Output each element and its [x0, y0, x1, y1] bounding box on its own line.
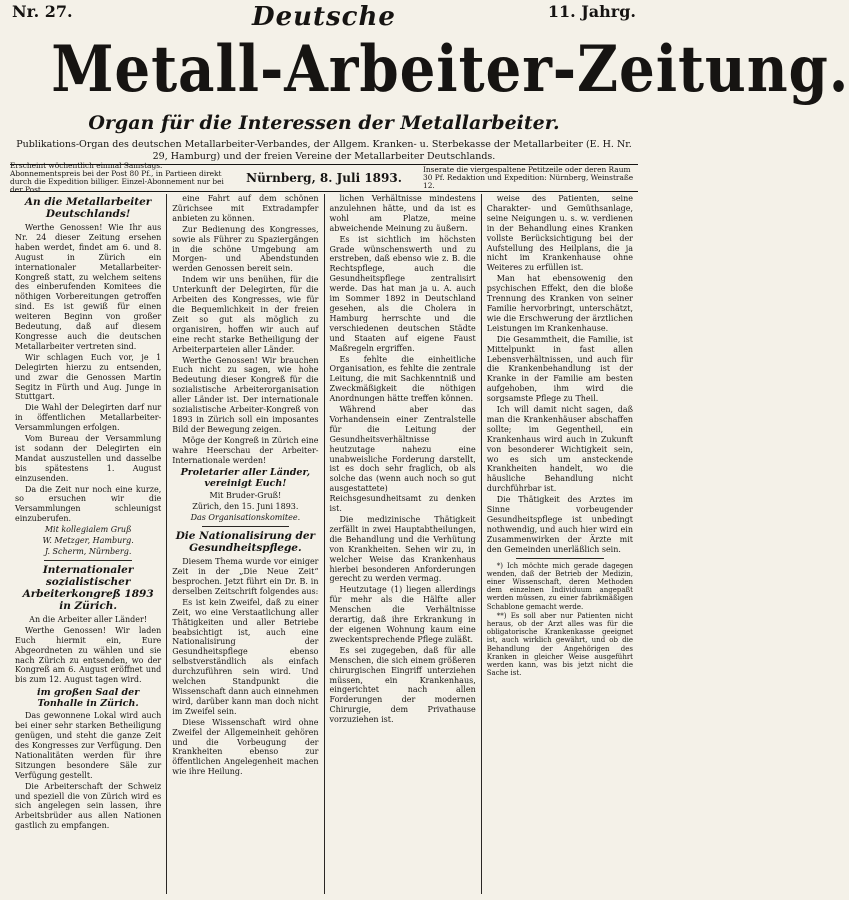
paragraph: Werthe Genossen! Wir laden Euch hiermit ein, Eure Abgeordneten zu wählen und sie nach Zürich zu entsenden, wo der Kongreß am 6. August eröffnet und bis zum 12. August tagen wird.: [15, 625, 162, 685]
paragraph: Während aber das Vorhandensein einer Zentralstelle für die Leitung der Gesundheitsverhältnisse heutzutage nahezu eine unabweisliche Forderung darstellt, ist es doch sehr fraglich, ob als solche das (wenn auch noch so gut ausgestattete) Reichsgesundheitsamt zu denken ist.: [329, 405, 476, 514]
column-1: [10, 194, 167, 894]
slogan-heading: Proletarier aller Länder, vereinigt Euch!: [180, 467, 311, 490]
column-3: [325, 194, 482, 894]
paragraph: Es ist kein Zweifel, daß zu einer Zeit, wo eine Verstaatlichung aller Thätigkeiten und aller Betriebe beabsichtigt ist, auch eine Nationalisirung der Gesundheitspflege ebenso selbstverständlich als einfach durchzuführen sein wird. Und welchen Standpunkt die Wissenschaft dann auch einnehmen wird, darüber kann man doch nicht im Zweifel sein.: [172, 597, 319, 716]
article-columns: [10, 194, 638, 894]
masthead-title: Metall-Arbeiter-Zeitung.: [51, 32, 849, 107]
paragraph: Werthe Genossen! Wir brauchen Euch nicht zu sagen, wie hohe Bedeutung dieser Kongreß für die sozialistische Arbeiterorganisation aller Länder ist. Der internationale sozialistische Arbeiter-Kongreß von 1893 in Zürich soll ein imposantes Bild der Bewegung zeigen.: [172, 355, 319, 434]
paragraph: Man hat ebensowenig den psychischen Effekt, den die bloße Trennung des Kranken von seiner Familie hervorbringt, unterschätzt, wie die Erschwerung der ärztlichen Leistungen im Krankenhause.: [486, 274, 633, 333]
article-heading: Internationaler sozialistischer Arbeiterkongreß 1893 in Zürich.: [22, 563, 154, 612]
paragraph: Indem wir uns benühen, für die Unterkunft der Delegirten, für die Arbeiten des Kongresses, wie für die Bequemlichkeit in der freien Zeit so gut als möglich zu organisiren, hoffen wir auch auf eine recht starke Betheiligung der Arbeiterparteien aller Länder.: [172, 275, 319, 354]
paragraph: Die Arbeiterschaft der Schweiz und speziell die von Zürich wird es sich angelegen sein lassen, ihre Arbeitsbrüder aus allen Nationen gastlich zu empfangen.: [15, 781, 162, 831]
paragraph: Werthe Genossen! Wie Ihr aus Nr. 24 dieser Zeitung ersehen haben werdet, findet am 6. und 8. August in Zürich ein internationaler Metallarbeiter-Kongreß statt, zu welchem seitens des einberufenden Komitees die nöthigen Vorbereitungen getroffen sind. Es ist gewiß für einen weiteren Beginn von großer Bedeutung, daß auf diesem Kongresse auch die deutschen Metallarbeiter vertreten sind.: [15, 223, 162, 351]
paragraph: Die Gesammtheit, die Familie, ist Mittelpunkt in fast allen Lebensverhältnissen, und auch für die Krankenbehandlung ist der Kranke in der Familie am besten aufgehoben, ihm wird die sorgsamste Pflege zu Theil.: [486, 334, 633, 404]
paragraph: weise des Patienten, seine Charakter- und Gemüthsanlage, seine Neigungen u. s. w. verdienen in der Behandlung eines Kranken vollste Berücksichtigung bei der Aufstellung des Heilplans, die ja nicht im Krankenhause ohne Weiteres zu erfüllen ist.: [486, 194, 633, 273]
separator: [202, 526, 290, 527]
article-heading: An die Metallarbeiter Deutschlands!: [24, 196, 152, 220]
signature-name: J. Scherm, Nürnberg.: [44, 547, 132, 556]
paragraph: Vom Bureau der Versammlung ist sodann der Delegirten ein Mandat auszustellen und dasselbe bis spätestens 1. August einzusenden.: [15, 434, 162, 483]
committee-signature: Das Organisationskomitee.: [190, 513, 301, 523]
paragraph: Das gewonnene Lokal wird auch bei einer sehr starken Betheiligung genügen, und steht die ganze Zeit des Kongresses zur Verfügung. Den Nationalitäten werden für ihre Sitzungen besondere Säle zur Verfügung gestellt.: [15, 711, 162, 780]
paragraph: Diese Wissenschaft wird ohne Zweifel der Allgemeinheit gehören und die Vorbeugung der Krankheiten ebenso zur öffentlichen Angelegenheit machen wie ihre Heilung.: [172, 717, 319, 777]
volume-year: 11. Jahrg.: [547, 2, 636, 21]
paragraph: Die Thätigkeit des Arztes im Sinne vorbeugender Gesundheitspflege ist unbedingt nothwendig, und auch hier wird ein Zusammenwirken der Ärzte mit den Gemeinden unerläßlich sein.: [486, 495, 633, 554]
header-topline: [12, 2, 636, 32]
column-4: [482, 194, 638, 894]
paragraph: Da die Zeit nur noch eine kurze, so ersuchen wir die Versammlungen schleunigst einzuberufen.: [15, 484, 162, 524]
paragraph: Heutzutage (1) liegen allerdings für mehr als die Hälfte aller Menschen die Verhältnisse derartig, daß ihre Erkrankung in der eigenen Wohnung kaum eine zweckentsprechende Pflege zuläßt.: [329, 585, 476, 644]
publication-line: Publikations-Organ des deutschen Metallarbeiter-Verbandes, der Allgem. Kranken- u. Sterbekasse der Metallarbeiter (E. H. Nr. 29, Hamburg) und der freien Vereine der Metallarbeiter Deutschlands.: [16, 139, 632, 162]
greeting-line: Mit Bruder-Gruß!: [209, 491, 282, 501]
paragraph: Es sei zugegeben, daß für alle Menschen, die sich einem größeren chirurgischen Eingriff unterziehen müssen, ein Krankenhaus, eingerichtet nach allen Forderungen der modernen Chirurgie, dem Privathause vorzuziehen ist.: [329, 645, 476, 725]
signature-greeting: Mit kollegialem Gruß: [44, 525, 132, 535]
venue-heading: im großen Saal der Tonhalle in Zürich.: [37, 687, 140, 710]
masthead-subtitle: Organ für die Interessen der Metallarbeiter.: [88, 112, 560, 134]
paragraph: Wir schlagen Euch vor, je 1 Delegirten hierzu zu entsenden, und zwar die Genossen Martin Segitz in Fürth und Aug. Junge in Stuttgart.: [15, 352, 162, 402]
advertising-info: Inserate die viergespaltene Petitzeile oder deren Raum 30 Pf. Redaktion und Expedition: Nürnberg, Weinstraße 12.: [423, 165, 634, 190]
footnote-separator: [516, 558, 604, 559]
paragraph: Möge der Kongreß in Zürich eine wahre Heerschau der Arbeiter-Internationale werden!: [172, 435, 319, 465]
separator: [44, 560, 132, 561]
dateline: Zürich, den 15. Juni 1893.: [192, 502, 299, 512]
subscription-info: Erscheint wöchentlich einmal Samstags. Abonnementspreis bei der Post 80 Pf., in Partieen direkt durch die Expedition billiger. Einzel-Abonnement nur bei der Post.: [10, 161, 224, 194]
pretitle: Deutsche: [252, 2, 396, 32]
article-heading: Die Nationalisirung der Gesundheitspflege.: [175, 530, 316, 555]
footnote: **) Es soll aber nur Patienten nicht heraus, ob der Arzt alles was für die obligatorische Krankenkasse geeignet ist, auch wirklich gewährt, und ob die Behandlung der Angehörigen des Kranken in gleicher Weise ausgeführt werden kann, was bis jetzt nicht die Sache ist.: [486, 611, 633, 678]
footnote: *) Ich möchte mich gerade dagegen wenden, daß der Betrieb der Medizin, einer Wissenschaft, deren Methoden dem einzelnen Individuum angepaßt werden müssen, zu einer fabrikmäßigen Schablone gemacht werde.: [486, 561, 633, 611]
paragraph: Es fehlte die einheitliche Organisation, es fehlte die zentrale Leitung, die mit Sachkenntniß und Zweckmäßigkeit die nöthigen Anordnungen hätte treffen können.: [329, 354, 476, 404]
paragraph: Zur Bedienung des Kongresses, sowie als Führer zu Spaziergängen in die schöne Umgebung am Morgen- und Abendstunden werden Genossen bereit sein.: [172, 224, 319, 274]
signature-name: W. Metzger, Hamburg.: [42, 536, 134, 546]
paragraph: lichen Verhältnisse mindestens anzulehnen hätte, und da ist es wohl am Platze, meine abweichende Meinung zu äußern.: [329, 194, 476, 233]
paragraph: Die medizinische Thätigkeit zerfällt in zwei Hauptabtheilungen, die Behandlung und die Verhütung von Krankheiten. Sehen wir zu, in welcher Weise das Krankenhaus hierbei besonderen Anforderungen gerecht zu werden vermag.: [329, 515, 476, 584]
paragraph: Ich will damit nicht sagen, daß man die Krankenhäuser abschaffen sollte; im Gegentheil, ein Krankenhaus wird auch in Zukunft von besonderer Wichtigkeit sein, wo es sich um ansteckende Krankheiten handelt, wo die häusliche Behandlung nicht durchführbar ist.: [486, 405, 633, 494]
header-rule-bottom: [10, 191, 638, 192]
issue-date: Nürnberg, 8. Juli 1893.: [246, 171, 402, 185]
paragraph: Diesem Thema wurde vor einiger Zeit in der „Die Neue Zeit“ besprochen. Jetzt führt ein Dr. B. in derselben Zeitschrift folgendes aus:: [172, 557, 319, 596]
info-bar: [10, 161, 638, 194]
paragraph: Es ist sichtlich im höchsten Grade wünschenswerth und zu erstreben, daß ebenso wie z. B. die Rechtspflege, auch die Gesundheitspflege zentralisirt werde. Das hat man ja u. A. auch im Sommer 1892 in Deutschland gesehen, als die Cholera in Hamburg herrschte und die verschiedenen deutschen Städte und Staaten auf eigene Faust Maßregeln ergriffen.: [329, 234, 476, 353]
article-subheading: An die Arbeiter aller Länder!: [29, 614, 148, 624]
column-2: [167, 194, 324, 894]
issue-number: Nr. 27.: [12, 2, 73, 21]
paragraph: eine Fahrt auf dem schönen Zürichsee mit Extradampfer anbieten zu können.: [172, 194, 319, 223]
paragraph: Die Wahl der Delegirten darf nur in öffentlichen Metallarbeiter-Versammlungen erfolgen.: [15, 403, 162, 433]
